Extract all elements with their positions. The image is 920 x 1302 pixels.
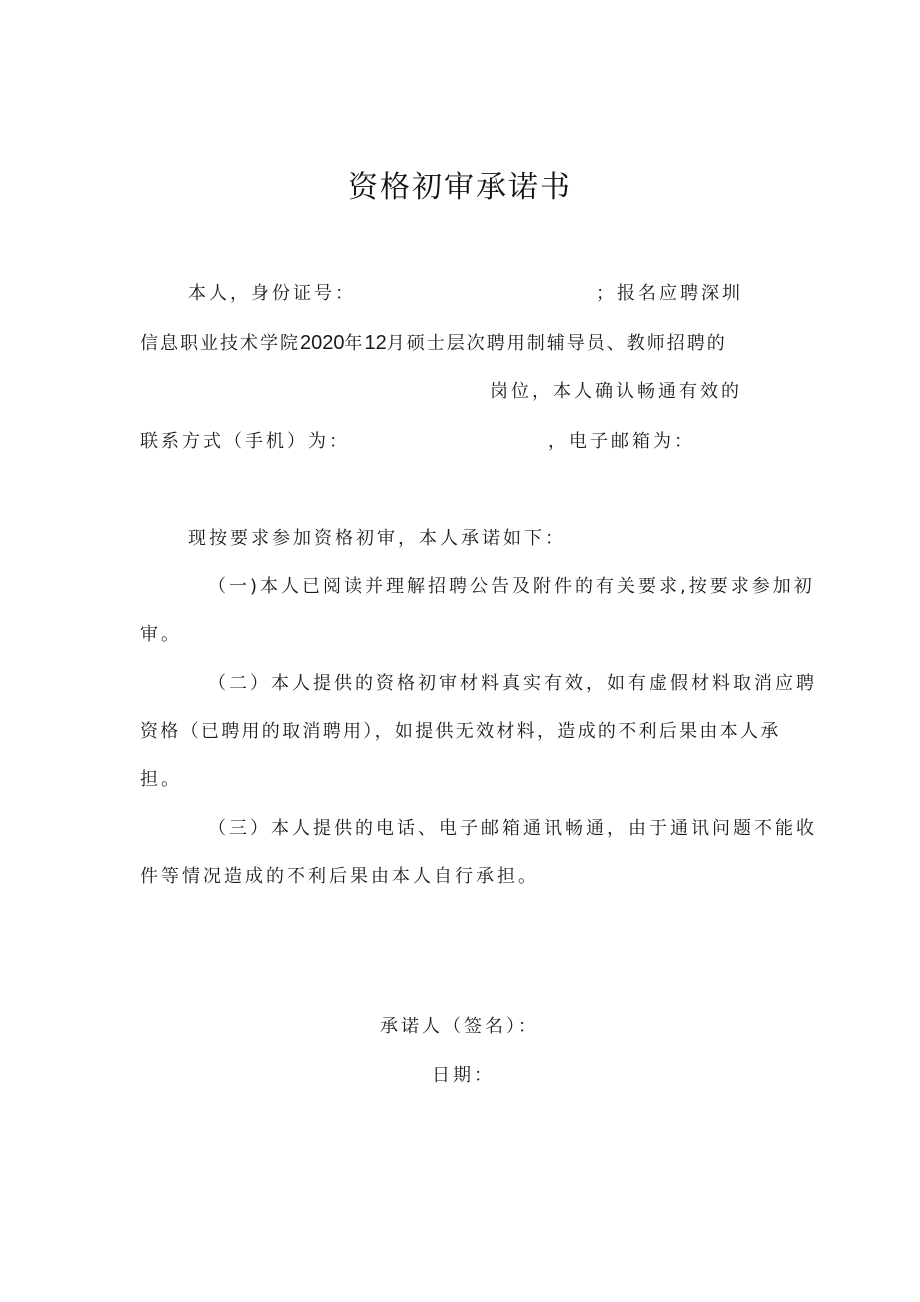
item-3-line-1: （三）本人提供的电话、电子邮箱通讯畅通，由于通讯问题不能收 — [208, 818, 817, 839]
item-2-line-2: 资格（已聘用的取消聘用），如提供无效材料，造成的不利后果由本人承 — [140, 721, 781, 742]
item-3-line-2: 件等情况造成的不利后果由本人自行承担。 — [140, 866, 539, 887]
intro-year: 2020 — [300, 332, 345, 354]
intro-line-2b: 年 — [344, 333, 365, 354]
document-title: 资格初审承诺书 — [348, 170, 572, 205]
intro-line-4b: ，电子邮箱为： — [548, 431, 695, 452]
item-2-line-1: （二）本人提供的资格初审材料真实有效，如有虚假材料取消应聘 — [208, 673, 817, 694]
intro-line-3: 岗位，本人确认畅通有效的 — [490, 381, 742, 402]
item-2-line-3: 担。 — [140, 769, 182, 790]
intro-line-2c: 月硕士层次聘用制辅导员、教师招聘的 — [386, 333, 727, 354]
item-1-line-2: 审。 — [140, 624, 182, 645]
intro-line-4a: 联系方式（手机）为： — [140, 431, 350, 452]
commit-lead: 现按要求参加资格初审，本人承诺如下： — [188, 528, 566, 549]
item-1-line-1: （一)本人已阅读并理解招聘公告及附件的有关要求,按要求参加初 — [208, 576, 815, 597]
intro-line-1b: ；报名应聘深圳 — [596, 283, 743, 304]
intro-month: 12 — [364, 332, 387, 354]
date-label: 日期： — [432, 1065, 495, 1086]
signer-label: 承诺人（签名）： — [380, 1016, 539, 1037]
intro-line-2 — [140, 331, 727, 356]
intro-line-1a: 本人，身份证号： — [188, 283, 356, 304]
intro-line-2a: 信息职业技术学院 — [140, 333, 300, 354]
